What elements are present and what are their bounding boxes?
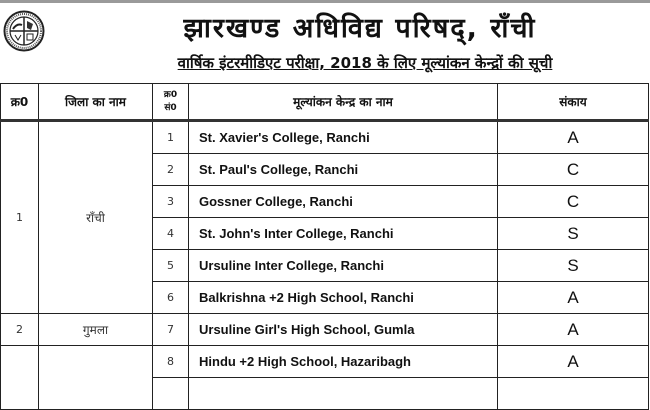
district-name: गुमला bbox=[39, 314, 153, 346]
center-name: Gossner College, Ranchi bbox=[189, 186, 498, 218]
table-row bbox=[1, 314, 649, 346]
center-name: Ursuline Girl's High School, Gumla bbox=[189, 314, 498, 346]
top-border bbox=[0, 0, 650, 3]
table-row bbox=[1, 121, 649, 154]
faculty-code: C bbox=[498, 154, 649, 186]
center-number: 8 bbox=[153, 346, 189, 378]
center-number: 6 bbox=[153, 282, 189, 314]
center-name: St. John's Inter College, Ranchi bbox=[189, 218, 498, 250]
col-center-name: मूल्यांकन केन्द्र का नाम bbox=[189, 84, 498, 121]
col-serial-number: क्र0 bbox=[1, 84, 39, 121]
center-number: 7 bbox=[153, 314, 189, 346]
center-number: 1 bbox=[153, 121, 189, 154]
col-faculty: संकाय bbox=[498, 84, 649, 121]
faculty-code: S bbox=[498, 218, 649, 250]
district-serial: 2 bbox=[1, 314, 39, 346]
page-title: झारखण्ड अधिविद्य परिषद्, राँची bbox=[183, 13, 537, 44]
faculty-code bbox=[498, 378, 649, 410]
center-number: 3 bbox=[153, 186, 189, 218]
col-district-name: जिला का नाम bbox=[39, 84, 153, 121]
center-name: St. Paul's College, Ranchi bbox=[189, 154, 498, 186]
table-header-row bbox=[1, 84, 649, 121]
center-name: St. Xavier's College, Ranchi bbox=[189, 121, 498, 154]
col-center-number: क्र0 सं0 bbox=[153, 84, 189, 121]
faculty-code: A bbox=[498, 314, 649, 346]
center-name: Ursuline Inter College, Ranchi bbox=[189, 250, 498, 282]
center-number: 5 bbox=[153, 250, 189, 282]
district-name: राँची bbox=[39, 121, 153, 314]
faculty-code: A bbox=[498, 121, 649, 154]
center-number bbox=[153, 378, 189, 410]
evaluation-centers-table bbox=[0, 83, 649, 410]
faculty-code: A bbox=[498, 282, 649, 314]
page-subtitle: वार्षिक इंटरमीडिएट परीक्षा, 2018 के लिए मूल्यांकन केन्द्रों की सूची bbox=[177, 54, 553, 72]
center-number: 4 bbox=[153, 218, 189, 250]
faculty-code: S bbox=[498, 250, 649, 282]
district-serial: 1 bbox=[1, 121, 39, 314]
faculty-code: A bbox=[498, 346, 649, 378]
center-name: Hindu +2 High School, Hazaribagh bbox=[189, 346, 498, 378]
center-number: 2 bbox=[153, 154, 189, 186]
table-row bbox=[1, 346, 649, 378]
center-name: Balkrishna +2 High School, Ranchi bbox=[189, 282, 498, 314]
faculty-code: C bbox=[498, 186, 649, 218]
center-name bbox=[189, 378, 498, 410]
